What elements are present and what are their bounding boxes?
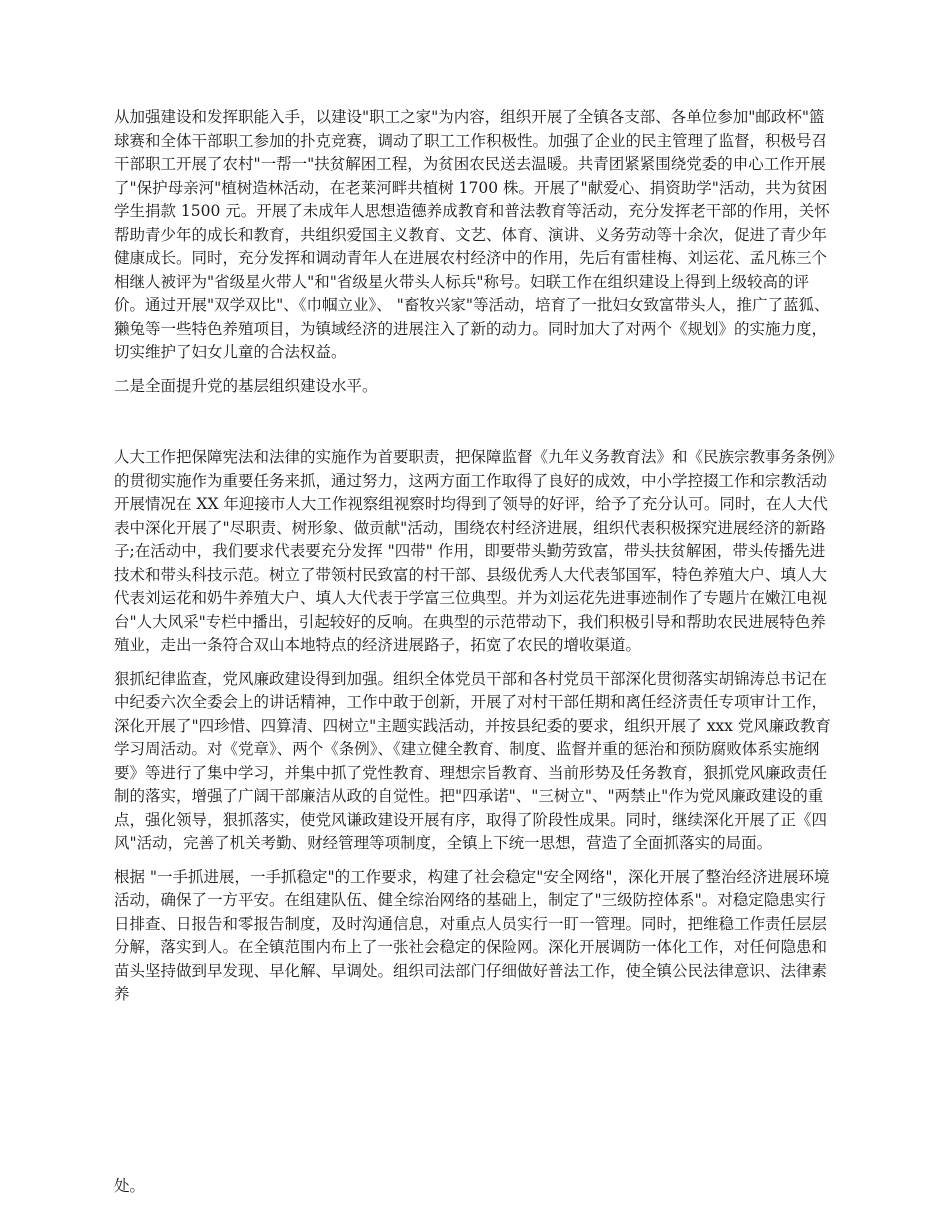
trailing-line: 处。 <box>114 1177 146 1195</box>
paragraph-peoples-congress: 人大工作把保障宪法和法律的实施作为首要职责，把保障监督《九年义务教育法》和《民族宗教事务条例》的贯彻实施作为重要任务来抓，通过努力，这两方面工作取得了良好的成效，中小学控掇工作和宗教活动开展情况在 XX 年迎接市人大工作视察组视察时均得到了领导的好评，给予了充分认可。同时，在人大代表中深化开展了"尽职责、树形象、做贡献"活动，围绕农村经济进展，组织代表积极探究进展经济的新路子;在活动中，我们要求代表要充分发挥 "四带" 作用，即要带头勤劳致富，带头扶贫解困，带头传播先进技术和带头科技示范。树立了带领村民致富的村干部、县级优秀人大代表邹国军，特色养殖大户、填人大代表刘运花和奶牛养殖大户、填人大代表于学富三位典型。并为刘运花先进事迹制作了专题片在嫩江电视台"人大风采"专栏中播出，引起较好的反响。在典型的示范带动下，我们积极引导和帮助农民进展特色养殖业，走出一条符合双山本地特点的经济进展路子，拓宽了农民的增收渠道。 <box>114 448 835 654</box>
section-heading-party-organization: 二是全面提升党的基层组织建设水平。 <box>114 376 378 395</box>
blank-spacer <box>114 398 840 446</box>
paragraph-social-stability: 根据 "一手抓进展，一手抓稳定"的工作要求，构建了社会稳定"安全网络"，深化开展了整治经济进展环境活动，确保了一方平安。在组建队伍、健全综治网络的基础上，制定了"三级防控体系"。对稳定隐患实行日排查、日报告和零报告制度，及时沟通信息，对重点人员实行一盯一管理。同时，把维稳工作责任层层分解，落实到人。在全镇范围内布上了一张社会稳定的保险网。深化开展调防一体化工作，对任何隐患和苗头坚持做到早发现、早化解、早调处。组织司法部门仔细做好普法工作，使全镇公民法律意识、法律素养 <box>114 867 830 1003</box>
paragraph-discipline-supervision: 狠抓纪律监查，党风廉政建设得到加强。组织全体党员干部和各村党员干部深化贯彻落实胡锦涛总书记在中纪委六次全委会上的讲话精神，工作中敢于创新，开展了对村干部任期和离任经济责任专项审计工作，深化开展了"四珍惜、四算清、四树立"主题实践活动，并按县纪委的要求，组织开展了 xxx 党风廉政教育学习周活动。对《党章》、两个《条例》、《建立健全教育、制度、监督并重的惩治和预防腐败体系实施纲要》等进行了集中学习，并集中抓了党性教育、理想宗旨教育、当前形势及任务教育，狠抓党风廉政责任制的落实，增强了广阔干部廉洁从政的自觉性。把"四承诺"、"三树立"、"两禁止"作为党风廉政建设的重点，强化领导，狠抓落实，使党风谦政建设开展有序，取得了阶段性成果。同时，继续深化开展了正《四风"活动，完善了机关考勤、财经管理等项制度，全镇上下统一思想，营造了全面抓落实的局面。 <box>114 669 831 852</box>
document-body <box>114 106 840 1007</box>
paragraph-mass-organizations: 从加强建设和发挥职能入手，以建设"职工之家"为内容，组织开展了全镇各支部、各单位参加"邮政杯"篮球赛和全体干部职工参加的扑克竞赛，调动了职工工作积极性。加强了企业的民主管理了监督，积极号召干部职工开展了农村"一帮一"扶贫解困工程，为贫困农民送去温暖。共青团紧紧围绕党委的申心工作开展了"保护母亲河"植树造林活动，在老莱河畔共植树 1700 株。开展了"献爱心、捐资助学"活动，共为贫困学生捐款 1500 元。开展了未成年人思想造德养成教育和普法教育等活动，充分发挥老干部的作用，关怀帮助青少年的成长和教育，共组织爱国主义教育、文艺、体育、演讲、义务劳动等十余次，促进了青少年健康成长。同时，充分发挥和调动青年人在进展农村经济中的作用，先后有雷桂梅、刘运花、孟凡栋三个相继人被评为"省级星火带人"和"省级星火带头人标兵"称号。妇联工作在组织建设上得到上级较高的评价。通过开展"双学双比"、《巾帼立业》、 "畜牧兴家"等活动，培育了一批妇女致富带头人，推广了蓝狐、獭兔等一些特色养殖项目，为镇域经济的进展注入了新的动力。同时加大了对两个《规划》的实施力度，切实维护了妇女儿童的合法权益。 <box>114 108 830 361</box>
